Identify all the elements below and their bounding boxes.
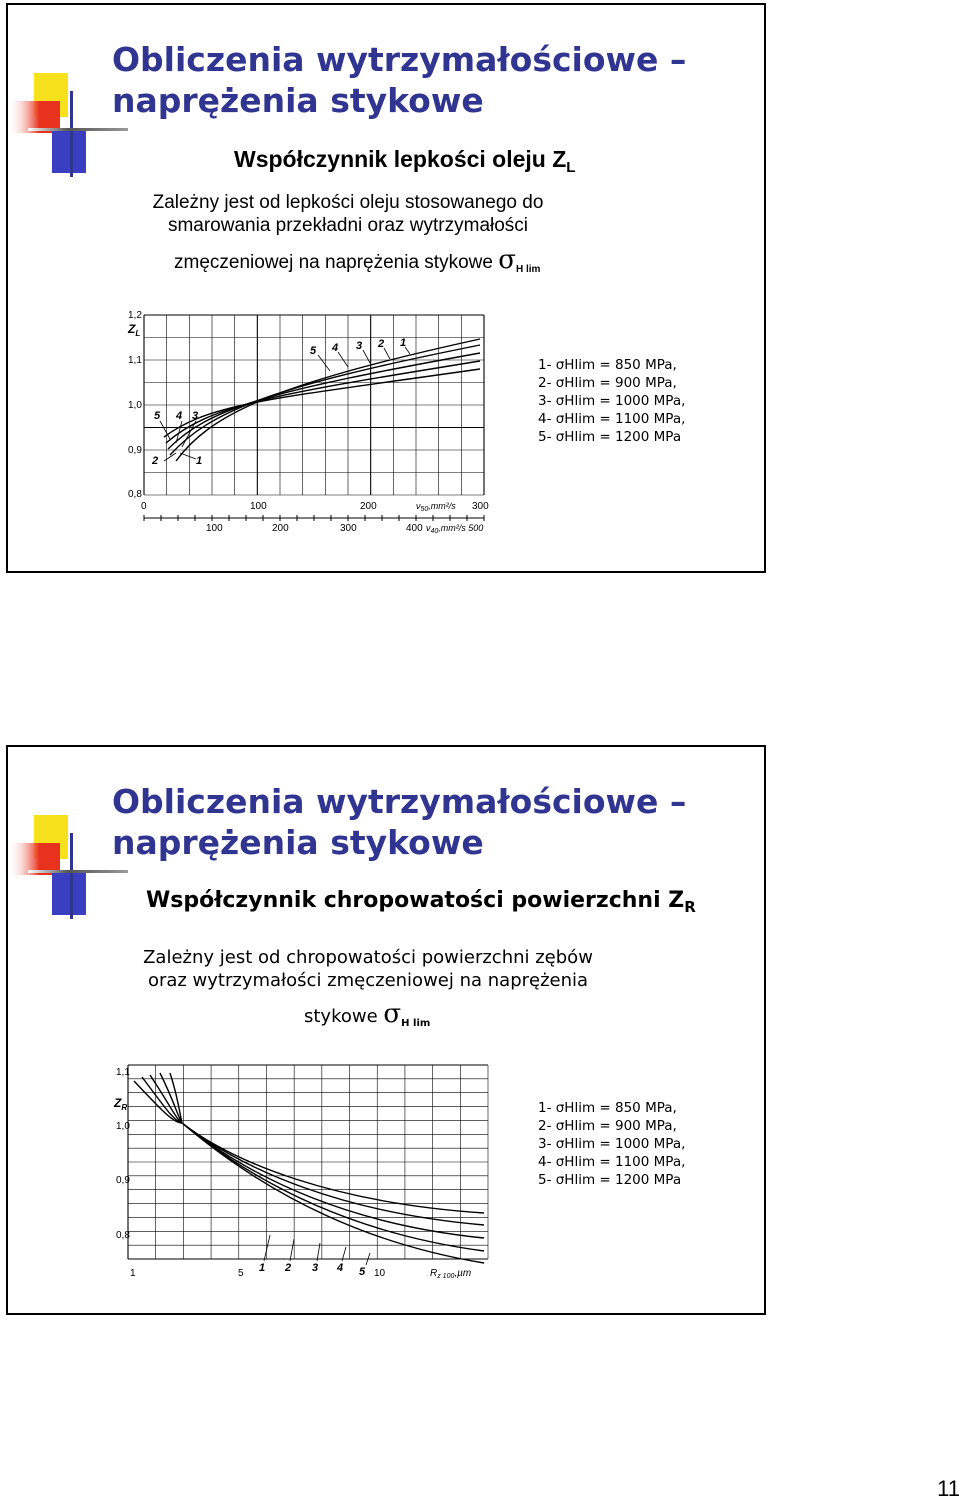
curve-5 xyxy=(170,1073,484,1263)
chart-grid xyxy=(128,1065,488,1259)
x-tick-label: 200 xyxy=(360,501,377,512)
subtitle-text: Współczynnik lepkości oleju Z xyxy=(234,146,567,172)
title-line-1: Obliczenia wytrzymałościowe – xyxy=(112,40,687,79)
subtitle-subscript: L xyxy=(566,159,576,176)
legend-item: 1- σHlim = 850 MPa, xyxy=(538,357,677,373)
curve-3 xyxy=(150,1075,484,1238)
legend-item: 4- σHlim = 1100 MPa, xyxy=(538,411,686,427)
legend-item: 1- σHlim = 850 MPa, xyxy=(538,1100,677,1116)
curve-4 xyxy=(166,361,480,443)
title-line-2: naprężenia stykowe xyxy=(112,823,484,862)
curve-label: 3 xyxy=(312,1262,319,1274)
sigma-symbol: σ xyxy=(383,999,402,1029)
legend-item: 2- σHlim = 900 MPa, xyxy=(538,1118,677,1134)
sigma-subscript: H lim xyxy=(515,264,541,275)
curve-1 xyxy=(134,1081,484,1213)
x-axis-top-title: $\nu_{50},mm^2/s$ xyxy=(416,501,456,513)
curve-1 xyxy=(176,339,480,461)
curve-label: 4 xyxy=(337,1262,344,1274)
x-axis-ticks xyxy=(130,1268,471,1280)
curve-label: 3 xyxy=(356,340,363,352)
curve-label: 2 xyxy=(285,1262,292,1274)
chart-legend xyxy=(538,1099,685,1189)
slide-title xyxy=(112,39,732,121)
x-axis-bottom-ticks xyxy=(206,523,483,535)
x-axis-bottom-title: $\nu_{40},mm^2/s$ 500 xyxy=(426,523,484,535)
x-tick-label: 100 xyxy=(250,501,267,512)
desc-line-2: oraz wytrzymałości zmęczeniowej na naprężenia xyxy=(147,970,589,991)
sigma-symbol: σ xyxy=(498,245,516,275)
chart-curves xyxy=(164,339,480,461)
y-tick-label: 0,8 xyxy=(128,489,142,500)
sigma-line xyxy=(174,245,540,275)
sigma-line xyxy=(304,999,430,1029)
slide-description xyxy=(128,191,568,237)
chart-legend xyxy=(538,356,685,446)
y-axis-title: $Z_L$ xyxy=(128,322,141,338)
sigma-subscript: H lim xyxy=(401,1018,431,1029)
x-tick-label: 400 xyxy=(406,523,423,534)
x-tick-label: 300 xyxy=(340,523,357,534)
curve-label: 5 xyxy=(359,1266,366,1278)
x-tick-label: 0 xyxy=(141,501,147,512)
curve-label: 1 xyxy=(196,455,203,467)
curve-label: 2 xyxy=(378,338,385,350)
page-number: 11 xyxy=(937,1476,960,1501)
x-tick-label: 300 xyxy=(472,501,489,512)
curve-label: 2 xyxy=(152,455,159,467)
curve-label: 4 xyxy=(176,410,183,422)
title-line-2: naprężenia stykowe xyxy=(112,81,484,120)
curve-label: 5 xyxy=(310,345,317,357)
curve-label: 1 xyxy=(400,337,407,349)
x-axis-title: $R_{z 100},\mu m$ xyxy=(430,1268,472,1280)
subtitle-text: Współczynnik chropowatości powierzchni Z xyxy=(146,888,685,913)
curve-label: 1 xyxy=(259,1262,266,1274)
x-tick-label: 5 xyxy=(238,1268,244,1279)
y-tick-label: 1,1 xyxy=(128,355,142,366)
curve-number-labels xyxy=(259,1262,366,1278)
legend-item: 2- σHlim = 900 MPa, xyxy=(538,375,677,391)
curve-label: 5 xyxy=(154,410,161,422)
legend-item: 5- σHlim = 1200 MPa xyxy=(538,429,682,445)
desc-line-1: Zależny jest od lepkości oleju stosowanego do xyxy=(152,192,544,213)
slide-subtitle xyxy=(146,888,696,916)
chart-curves xyxy=(134,1073,484,1263)
x-tick-label: 100 xyxy=(206,523,223,534)
slide-decoration xyxy=(8,5,128,185)
y-axis-ticks xyxy=(128,310,142,500)
legend-item: 3- σHlim = 1000 MPa, xyxy=(538,1136,686,1152)
viscosity-chart xyxy=(120,303,500,543)
x-axis-top-ticks xyxy=(141,501,489,513)
legend-item: 3- σHlim = 1000 MPa, xyxy=(538,393,686,409)
desc-line-1: Zależny jest od chropowatości powierzchni zębów xyxy=(143,947,593,968)
x-tick-label: 10 xyxy=(374,1268,386,1279)
curve-label: 3 xyxy=(192,410,199,422)
curve-leader-lines xyxy=(264,1235,370,1265)
title-line-1: Obliczenia wytrzymałościowe – xyxy=(112,782,687,821)
y-tick-label: 1,1 xyxy=(116,1067,130,1078)
secondary-x-axis-ticks xyxy=(144,515,484,521)
desc-line-3: stykowe xyxy=(304,1006,378,1027)
legend-item: 5- σHlim = 1200 MPa xyxy=(538,1172,682,1188)
y-tick-label: 0,9 xyxy=(116,1175,130,1186)
y-tick-label: 1,0 xyxy=(116,1121,130,1132)
slide-title xyxy=(112,781,732,863)
subtitle-subscript: R xyxy=(684,898,696,916)
curve-label: 4 xyxy=(332,342,339,354)
slide-subtitle xyxy=(234,146,575,176)
legend-item: 4- σHlim = 1100 MPa, xyxy=(538,1154,686,1170)
slide-roughness xyxy=(6,745,766,1315)
desc-line-3: zmęczeniowej na naprężenia stykowe xyxy=(174,252,493,273)
slide-viscosity xyxy=(6,3,766,573)
y-axis-title: $Z_R$ xyxy=(114,1096,128,1112)
curve-3 xyxy=(168,353,480,449)
slide-decoration xyxy=(8,747,128,927)
chart-grid xyxy=(144,315,484,495)
y-tick-label: 0,8 xyxy=(116,1230,130,1241)
y-tick-label: 1,2 xyxy=(128,310,142,321)
x-tick-label: 1 xyxy=(130,1268,136,1279)
slide-description xyxy=(108,946,628,992)
y-tick-label: 1,0 xyxy=(128,400,142,411)
desc-line-2: smarowania przekładni oraz wytrzymałości xyxy=(167,215,529,236)
x-tick-label: 200 xyxy=(272,523,289,534)
roughness-chart xyxy=(104,1063,494,1299)
y-tick-label: 0,9 xyxy=(128,445,142,456)
